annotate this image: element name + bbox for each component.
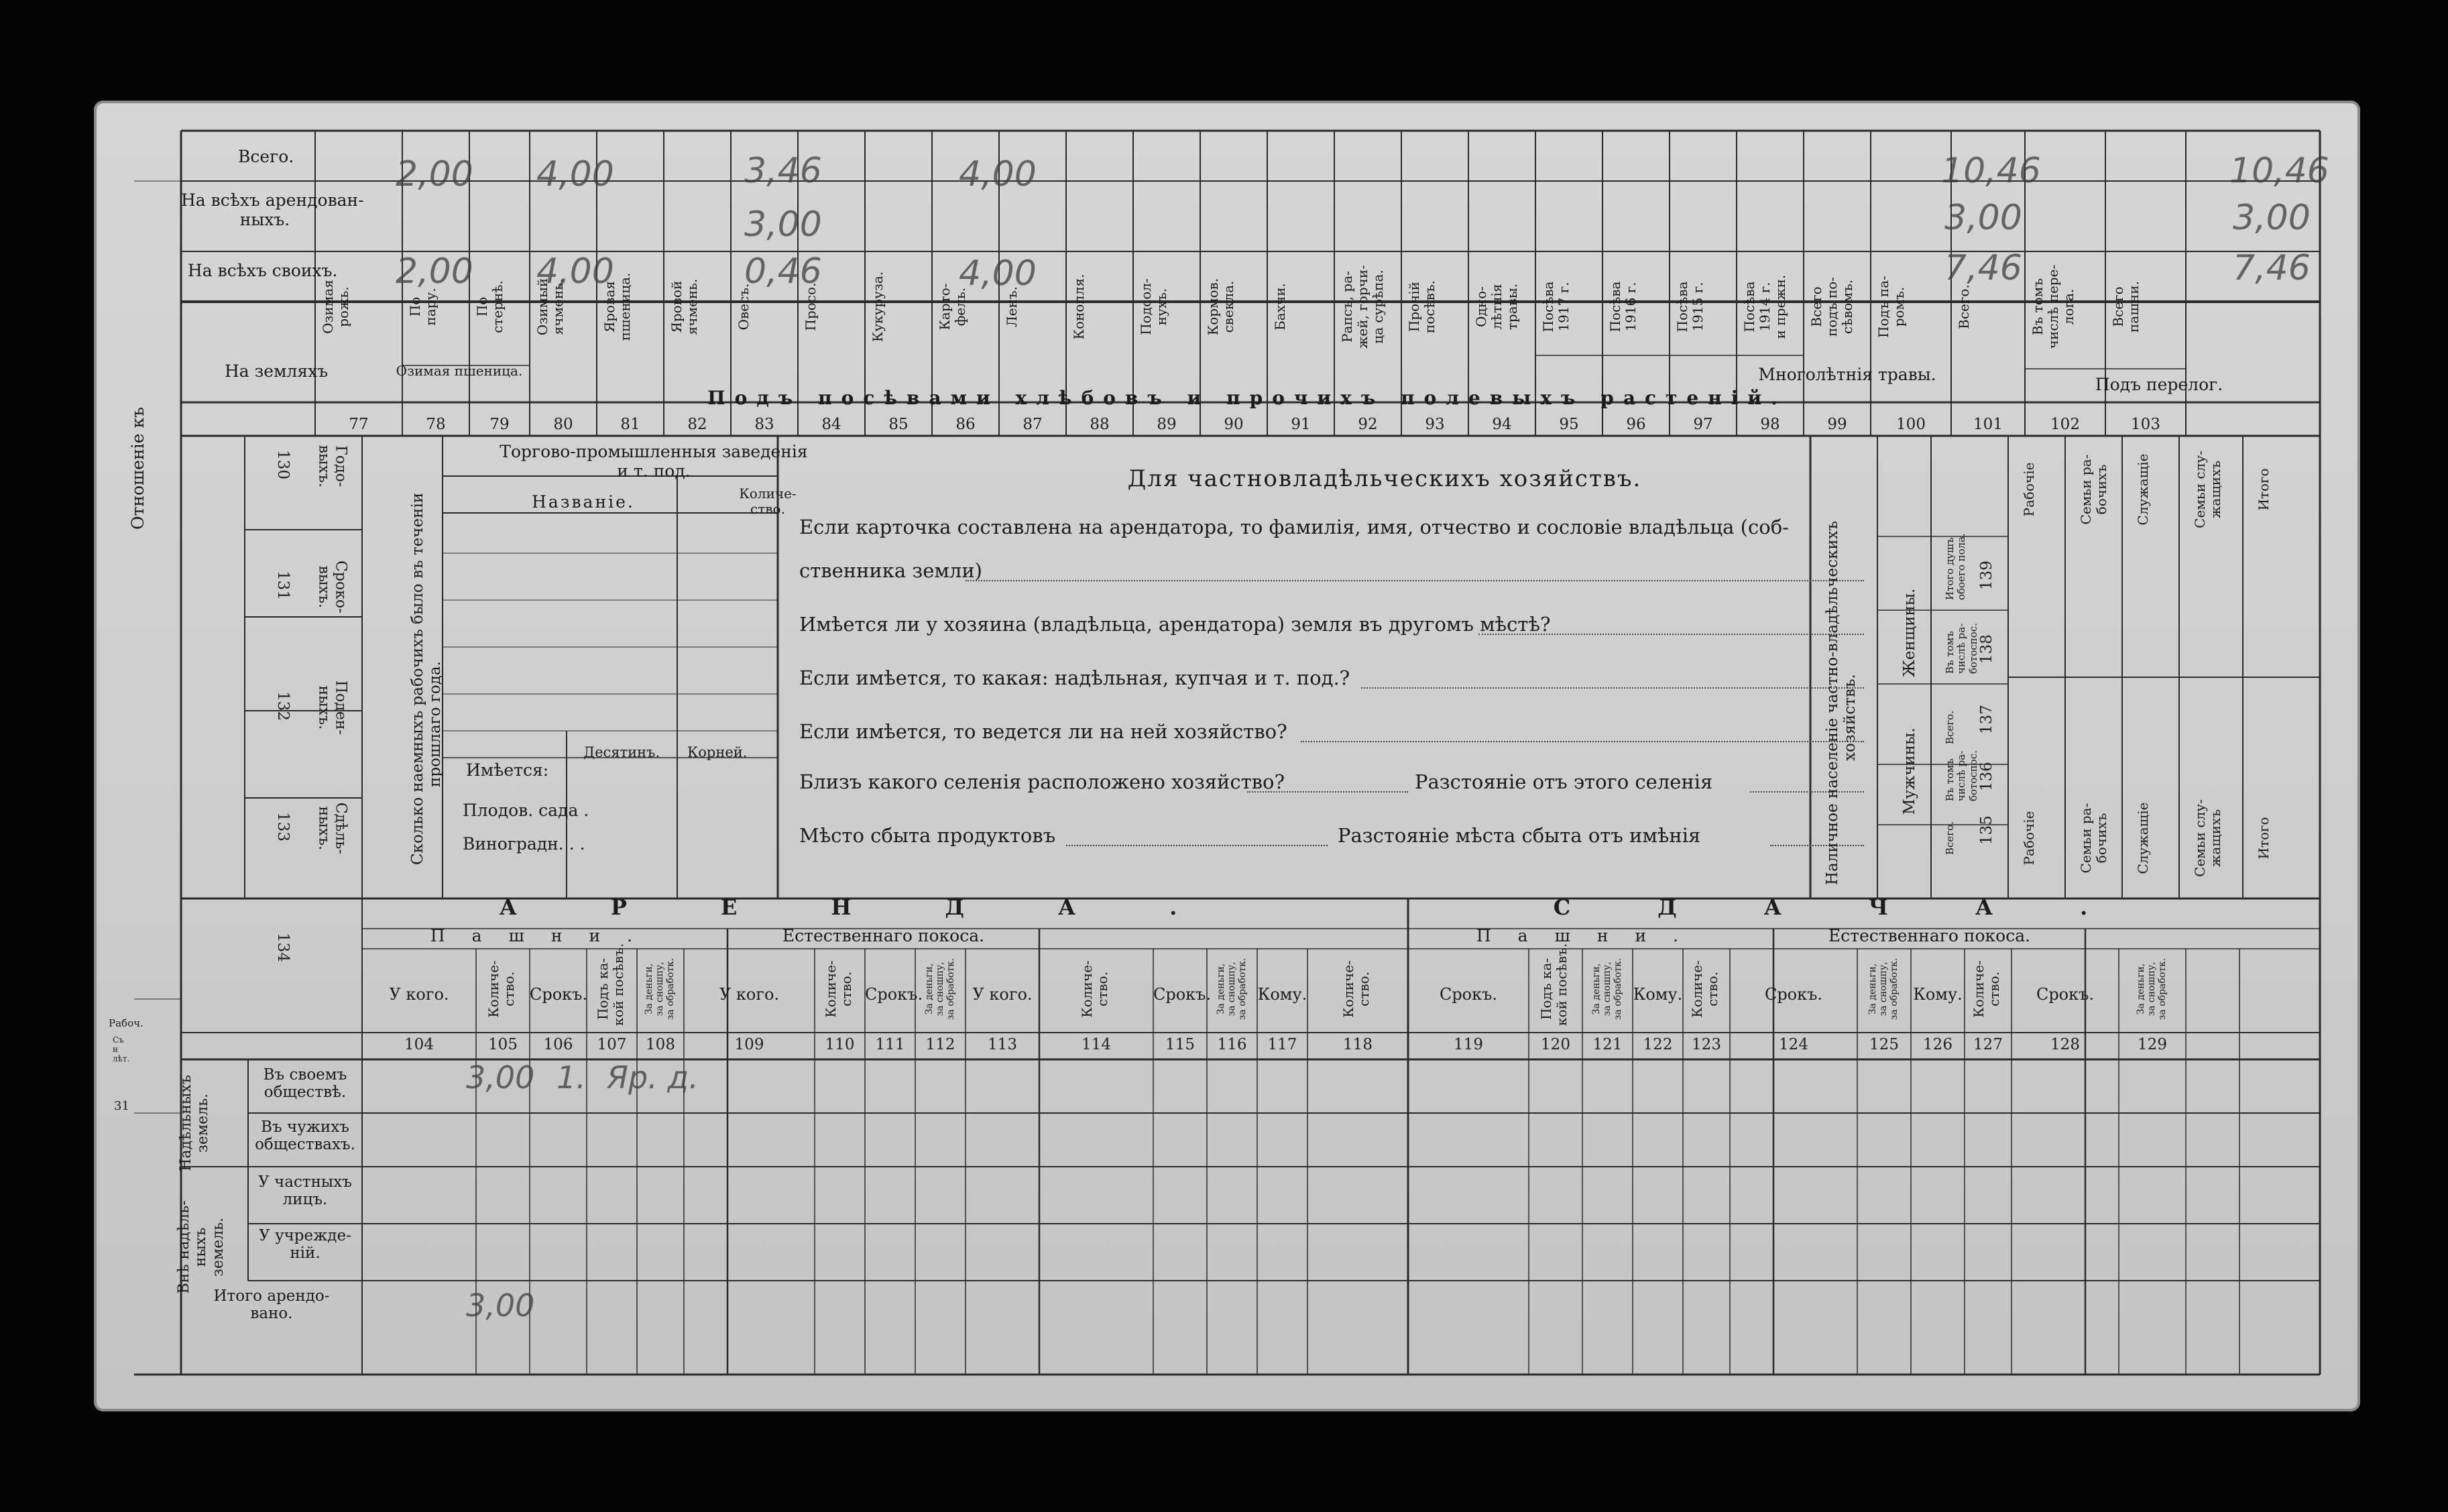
bottom-col-header-123: Количе- ство. [1689,960,1721,1018]
employee-col-bottom-0: Рабочіе [2021,811,2037,866]
row-label-total: Всего. [238,147,294,166]
vinograd-label: Виноградн. . . [463,834,585,854]
top-col-number-101: 101 [1973,416,2003,433]
pop-col-number-137: 137 [1978,705,1995,734]
top-col-number-92: 92 [1358,416,1378,433]
row-private-persons: У частныхъ лицъ. [258,1173,352,1209]
hw-own-82: 0,46 [744,251,822,292]
question-village-distance: Разстояніе отъ этого селенія [1415,770,1713,793]
hw-own-77: 2,00 [396,251,473,292]
desyatin-header: Десятинъ. [583,744,660,760]
bottom-col-number-107: 107 [597,1036,627,1053]
hw-r1-105: 3,00 [466,1059,535,1096]
hired-col-number-134: 134 [274,933,292,962]
hw-total-99: 10,46 [1941,151,2041,191]
hired-col-number-133: 133 [274,812,292,841]
top-col-number-96: 96 [1626,416,1646,433]
side-label-relation: Отношеніе къ [128,406,148,530]
bottom-col-number-110: 110 [825,1036,855,1053]
top-col-header-99: Всего подъ по- сѣвомъ. [1808,277,1855,337]
bottom-col-header-107: Подъ ка- кой посѣвъ. [594,943,626,1026]
bottom-col-header-124: Срокъ. [1764,985,1823,1004]
top-col-header-100: Подъ па- ромъ. [1875,276,1907,338]
top-col-header-88: Конопля. [1071,274,1087,340]
bottom-col-number-126: 126 [1923,1036,1952,1053]
pop-col-header-137: Всего. [1944,711,1956,744]
top-col-header-87: Ленъ. [1004,286,1020,327]
bottom-col-number-119: 119 [1454,1036,1483,1053]
bottom-col-header-111: Срокъ. [865,985,923,1004]
top-col-header-81: Яровая пшеница. [601,272,633,341]
hw-r1-106: 1. [557,1059,586,1096]
top-col-header-102: Въ томъ числѣ пере- лога. [2030,264,2077,349]
top-col-header-91: Бахчи. [1272,283,1288,331]
left-fragment-let: Съ н лѣт. [113,1035,130,1063]
top-col-number-85: 85 [888,416,909,433]
question-farming: Если имѣется, то ведется ли на ней хозяйство? [799,720,1287,743]
row-own-society: Въ своемъ обществѣ. [263,1066,347,1102]
bottom-col-number-106: 106 [543,1036,573,1053]
bottom-col-header-117: Кому. [1257,985,1307,1004]
census-card [94,101,2360,1411]
bottom-col-number-129: 129 [2138,1036,2167,1053]
bottom-col-header-115: Срокъ. [1153,985,1212,1004]
bottom-col-header-128: Срокъ. [2036,985,2095,1004]
top-col-header-79: По стернѣ. [474,280,506,333]
bottom-col-header-116: За деньги, за сношпу, за обработк. [1215,957,1248,1021]
bottom-col-number-123: 123 [1692,1036,1721,1053]
bottom-col-number-104: 104 [404,1036,434,1053]
top-col-header-77: Озимая рожь. [320,280,351,334]
sdacha-title: СДАЧА. [1553,894,2175,920]
hw-rented-103: 3,00 [2233,198,2311,238]
bottom-col-header-110: Количе- ство. [822,960,854,1018]
hired-col-number-130: 130 [274,450,292,479]
private-farms-title: Для частновладѣльческихъ хозяйствъ. [1127,465,1642,492]
top-col-number-91: 91 [1291,416,1311,433]
answer-line-other-land[interactable] [1478,634,1864,635]
left-fragment-rabochie: Рабоч. [109,1017,143,1029]
bottom-col-number-124: 124 [1779,1036,1808,1053]
top-col-number-88: 88 [1090,416,1110,433]
men-label: Мужчины. [1901,728,1918,815]
hw-own-79: 4,00 [536,251,614,292]
korney-header: Корней. [687,744,748,760]
row-other-societies: Въ чужихъ обществахъ. [255,1118,355,1154]
hw-own-85: 4,00 [959,253,1037,294]
bottom-col-header-122: Кому. [1633,985,1683,1004]
bottom-col-header-126: Кому. [1913,985,1963,1004]
pop-col-number-135: 135 [1978,815,1995,845]
top-col-number-94: 94 [1492,416,1512,433]
bottom-col-number-114: 114 [1082,1036,1111,1053]
hw-total-77: 2,00 [396,154,473,194]
employee-col-top-2: Служащіе [2135,453,2151,526]
question-owner: Если карточка составлена на арендатора, то фамилія, имя, отчество и сословіе владѣльца (соб- [799,516,1789,538]
question-market: Мѣсто сбыта продуктовъ [799,824,1056,847]
crops-band-title: Подъ посѣвами хлѣбовъ и прочихъ полевыхъ растеній. [707,387,1787,409]
top-col-number-78: 78 [426,416,446,433]
sdacha-pokos: Естественнаго покоса. [1828,926,2031,945]
top-col-header-84: Просо. [803,282,819,331]
top-col-number-90: 90 [1224,416,1244,433]
employee-col-top-3: Семьи слу- жащихъ [2192,451,2223,528]
top-col-number-83: 83 [754,416,774,433]
top-col-header-78: По пару. [407,288,439,326]
employee-col-top-0: Рабочіе [2021,462,2037,517]
hw-total-82: 3,46 [744,151,822,191]
top-col-header-94: Одно- лѣтнія травы. [1473,283,1520,331]
employee-col-bottom-3: Семьи слу- жащихъ [2192,799,2223,877]
top-col-number-87: 87 [1023,416,1043,433]
top-col-header-93: Прочій посѣвъ. [1406,280,1438,333]
bottom-col-number-127: 127 [1973,1036,2003,1053]
top-col-number-81: 81 [620,416,640,433]
arenda-pokos: Естественнаго покоса. [782,926,985,945]
bottom-col-header-105: Количе- ство. [485,960,517,1018]
employee-col-top-1: Семьи ра- бочихъ [2078,454,2109,525]
top-col-number-82: 82 [687,416,707,433]
top-col-header-96: Посѣва 1916 г. [1607,281,1639,333]
bottom-col-number-115: 115 [1165,1036,1195,1053]
population-label: Наличное населеніе частно-владѣльческихъ хозяйствъ. [1824,520,1859,885]
question-market-distance: Разстояніе мѣста сбыта отъ имѣнія [1338,824,1701,847]
employee-col-top-4: Итого [2256,468,2272,511]
top-col-number-99: 99 [1827,416,1847,433]
bottom-col-number-116: 116 [1217,1036,1247,1053]
answer-line-market[interactable] [1066,845,1328,846]
trade-name-header: Названіе. [532,492,635,512]
pop-col-header-139: Итого душъ обоего пола. [1944,533,1968,600]
hw-r1-107: Яр. д. [607,1059,699,1096]
bottom-col-header-129: За деньги, за сношпу, за обработк. [2136,957,2168,1021]
hw-rented-99: 3,00 [1944,198,2022,238]
employee-col-bottom-4: Итого [2256,817,2272,860]
bottom-col-header-109: У кого. [719,985,780,1004]
bottom-col-number-111: 111 [875,1036,905,1053]
top-col-number-89: 89 [1157,416,1177,433]
top-col-number-84: 84 [821,416,841,433]
arenda-title: АРЕНДА. [499,894,1271,920]
hw-own-99: 7,46 [1944,248,2022,288]
top-col-header-85: Кукуруза. [870,271,886,343]
group-vne-nadel: Внѣ надѣль- ныхъ земель. [176,1200,227,1294]
bottom-col-header-120: Подъ ка- кой посѣвъ. [1538,943,1570,1026]
pop-col-number-139: 139 [1978,561,1995,590]
row-label-own: На всѣхъ своихъ. [188,261,338,280]
top-col-header-97: Посѣва 1915 г. [1674,281,1706,333]
trade-title: Торгово-промышленныя заведенія и т. под. [500,442,808,481]
bottom-col-number-112: 112 [925,1036,955,1053]
group-perelog: Подъ перелог. [2095,375,2223,394]
arenda-pashni: Пашни. [430,926,660,945]
top-col-header-89: Подсол- нухъ. [1138,278,1169,335]
bottom-col-number-113: 113 [988,1036,1017,1053]
top-col-number-100: 100 [1896,416,1926,433]
hw-rented-82: 3,00 [744,205,822,245]
bottom-col-number-128: 128 [2050,1036,2080,1053]
bottom-col-number-118: 118 [1343,1036,1373,1053]
hired-col-number-132: 132 [274,691,292,721]
top-col-number-97: 97 [1693,416,1713,433]
bottom-col-number-105: 105 [488,1036,518,1053]
left-fragment-num: 31 [114,1099,129,1113]
pop-col-number-138: 138 [1978,634,1995,664]
question-other-land: Имѣется ли у хозяина (владѣльца, арендатора) земля въ другомъ мѣстѣ? [799,613,1551,636]
hired-workers-label: Сколько наемныхъ рабочихъ было въ теченіи прошлаго года. [409,492,445,865]
bottom-col-header-119: Срокъ. [1439,985,1498,1004]
top-col-number-79: 79 [489,416,510,433]
trade-qty-header: Количе- ство. [739,485,797,517]
bottom-col-header-118: Количе- ство. [1340,960,1372,1018]
top-col-number-93: 93 [1425,416,1445,433]
group-mnogoletnie: Многолѣтнія травы. [1758,365,1936,384]
hired-col-header-131: Сроко- выхъ. [315,561,349,614]
bottom-col-number-109: 109 [734,1036,764,1053]
group-ozimaya-pshenitsa: Озимая пшеница. [396,363,523,379]
bottom-col-header-104: У кого. [389,985,449,1004]
top-col-number-86: 86 [955,416,976,433]
bottom-col-header-121: За деньги, за сношпу, за обработк. [1590,957,1623,1021]
answer-line-village[interactable] [1247,791,1408,793]
top-col-header-83: Овесъ. [736,283,752,331]
bottom-col-number-122: 122 [1643,1036,1673,1053]
pop-col-header-138: Въ томъ числѣ ра- ботоспос. [1944,623,1979,674]
question-land-type: Если имѣется, то какая: надѣльная, купчая и т. под.? [799,666,1350,689]
pop-col-header-135: Всего. [1944,821,1956,855]
pop-col-header-136: Въ томъ числѣ ра- ботоспос. [1944,750,1979,801]
hw-own-103: 7,46 [2233,248,2311,288]
women-label: Женщины. [1901,588,1918,677]
bottom-col-header-112: За деньги, за сношпу, за обработк. [923,957,956,1021]
bottom-col-number-117: 117 [1267,1036,1297,1053]
top-col-number-77: 77 [349,416,369,433]
bottom-col-header-114: Количе- ство. [1079,960,1110,1018]
top-col-header-82: Яровой ячмень. [668,278,700,335]
top-col-header-92: Рапсъ, ра- жей, горчи- ца сурѣпа. [1339,265,1386,349]
hired-col-number-131: 131 [274,571,292,600]
question-owner-cont: ственника земли) [799,559,982,582]
employee-col-bottom-2: Служащіе [2135,802,2151,874]
pop-col-number-136: 136 [1978,762,1995,791]
top-col-header-98: Посѣва 1914 г. и прежн. [1741,274,1788,339]
top-col-header-101: Всего. [1956,284,1972,329]
hw-total-85: 4,00 [959,154,1037,194]
answer-line-owner[interactable] [966,580,1864,581]
top-col-number-95: 95 [1559,416,1579,433]
hw-total-79: 4,00 [536,154,614,194]
bottom-col-header-125: За деньги, за сношпу, за обработк. [1867,957,1900,1021]
top-col-header-90: Кормов. свекла. [1205,278,1236,336]
bottom-col-number-121: 121 [1592,1036,1623,1053]
row-label-rented: На всѣхъ арендован- ныхъ. [181,190,364,229]
row-total-rented: Итого арендо- вано. [213,1287,330,1323]
bottom-col-number-120: 120 [1541,1036,1570,1053]
hw-total-103: 10,46 [2229,151,2329,191]
hired-col-header-133: Сдѣль- ныхъ. [315,802,349,854]
answer-line-land-type[interactable] [1361,687,1864,689]
group-nadel: Надѣльныхъ земель. [178,1075,212,1171]
hw-total-105: 3,00 [466,1287,535,1324]
plodov-sada-label: Плодов. сада . [463,801,589,820]
bottom-col-number-108: 108 [646,1036,675,1053]
bottom-col-header-113: У кого. [972,985,1033,1004]
hired-col-header-130: Годо- выхъ. [315,445,349,487]
hired-col-header-132: Поден- ныхъ. [315,680,349,735]
bottom-col-header-127: Количе- ство. [1971,960,2002,1018]
top-col-header-86: Карто- фель. [937,283,968,331]
top-col-header-103: Всего пашни. [2110,281,2142,333]
top-col-number-103: 103 [2131,416,2160,433]
sdacha-pashni: Пашни. [1476,926,1706,945]
bottom-col-number-125: 125 [1869,1036,1899,1053]
row-label-on-lands: На земляхъ [225,361,329,381]
bottom-col-header-106: Срокъ. [530,985,588,1004]
top-col-header-95: Посѣва 1917 г. [1540,281,1572,333]
employee-col-bottom-1: Семьи ра- бочихъ [2078,803,2109,874]
answer-line-farming[interactable] [1301,741,1864,742]
top-col-number-98: 98 [1760,416,1780,433]
imeetsya-label: Имѣется: [466,760,549,780]
bottom-col-header-108: За деньги, за сношпу, за обработк. [644,957,677,1021]
top-col-number-80: 80 [553,416,573,433]
question-village: Близъ какого селенія расположено хозяйство? [799,770,1285,793]
top-col-number-102: 102 [2050,416,2080,433]
row-institutions: У учрежде- ній. [259,1227,351,1263]
top-col-header-80: Озимый ячмень. [534,278,566,336]
